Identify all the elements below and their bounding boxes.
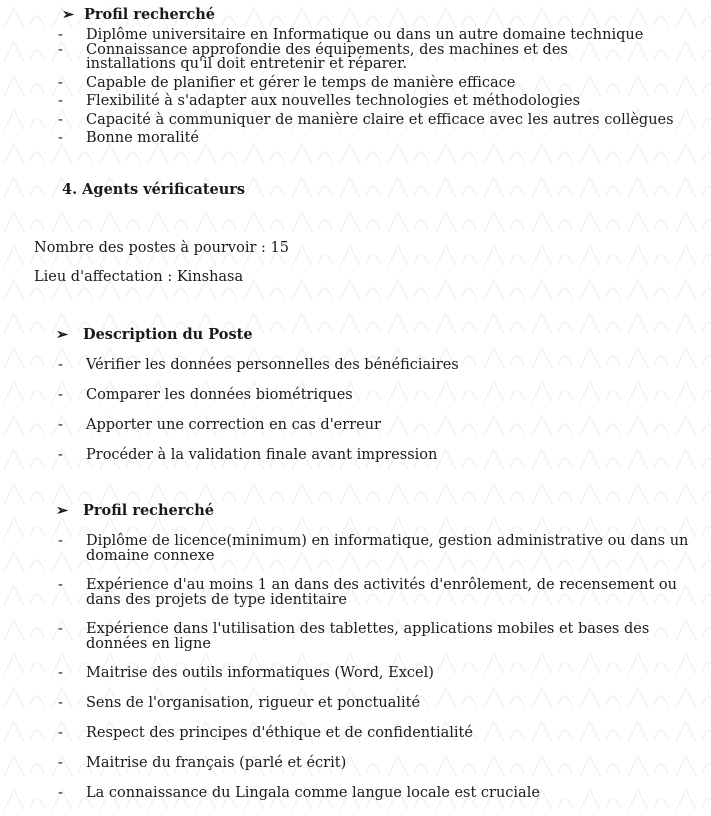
list-item: - Expérience dans l'utilisation des tablettes, applications mobiles et bases des données en ligne [58,621,650,652]
list-item: - Expérience d'au moins 1 an dans des activités d'enrôlement, de recensement ou dans des projets de type identitaire [58,577,677,608]
postes-count: Nombre des postes à pourvoir : 15 [34,240,289,256]
list-item: - Connaissance approfondie des équipements, des machines et des installations qu'il doit entretenir et réparer. [58,41,568,72]
list-item: - Sens de l'organisation, rigueur et ponctualité [58,695,421,711]
list-item: - Capable de planifier et gérer le temps de manière efficace [58,74,516,91]
list-item: - Apporter une correction en cas d'erreur [58,417,381,433]
arrow-bullet-icon: ➢ [62,6,75,23]
arrow-bullet-icon: ➢ [56,326,69,343]
list-item: - Maitrise des outils informatiques (Word, Excel) [58,665,434,681]
arrow-bullet-icon: ➢ [56,502,69,519]
list-item: - Comparer les données biométriques [58,387,353,403]
description-heading: ➢ Description du Poste [56,326,253,343]
profil-heading-1: ➢ Profil recherché [62,6,216,23]
description-list [56,358,696,478]
list-item: - Diplôme de licence(minimum) en informatique, gestion administrative ou dans un domaine connexe [58,533,689,564]
profil-heading-2: ➢ Profil recherché [56,502,215,519]
list-item: - Procéder à la validation finale avant impression [58,447,438,463]
list-item: - Diplôme universitaire en Informatique ou dans un autre domaine technique [58,27,644,43]
profil-list-1 [56,28,696,146]
profil-list-2 [56,534,696,816]
list-item: - Respect des principes d'éthique et de confidentialité [58,725,473,741]
list-item: - Bonne moralité [58,130,199,146]
list-item: - Flexibilité à s'adapter aux nouvelles technologies et méthodologies [58,93,581,109]
list-item: - La connaissance du Lingala comme langue locale est cruciale [58,785,540,801]
list-item: - Vérifier les données personnelles des bénéficiaires [58,357,459,373]
agents-heading: 4. Agents vérificateurs [62,181,246,198]
list-item: - Maitrise du français (parlé et écrit) [58,755,347,771]
lieu-affectation: Lieu d'affectation : Kinshasa [34,269,244,285]
list-item: - Capacité à communiquer de manière claire et efficace avec les autres collègues [58,111,674,128]
